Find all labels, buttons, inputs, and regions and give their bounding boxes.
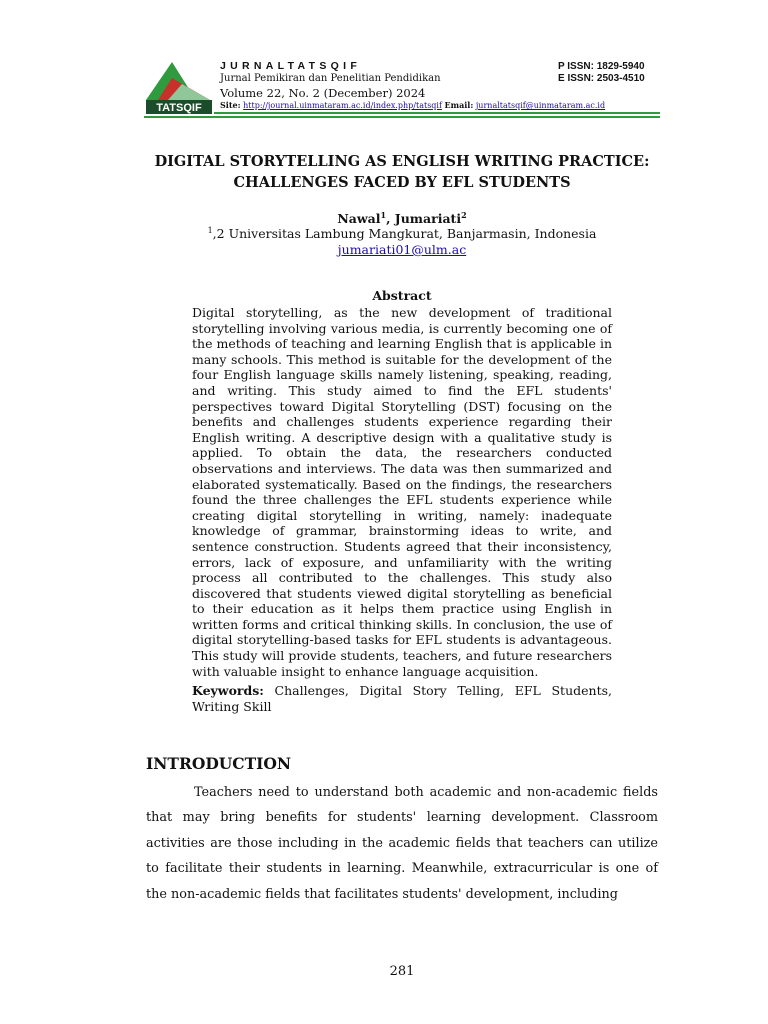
author-separator: , (386, 211, 395, 227)
header-rule-lower (144, 116, 660, 118)
keywords-label: Keywords: (192, 683, 264, 698)
keywords-list: Challenges, Digital Story Telling, EFL Students, Writing Skill (192, 683, 612, 714)
author-2-sup: 2 (461, 210, 467, 220)
journal-email-link[interactable]: jurnaltatsqif@uinmataram.ac.id (475, 101, 606, 110)
journal-name: JURNALTATSQIF (220, 60, 362, 72)
site-link[interactable]: http://journal.uinmataram.ac.id/index.php/tatsqif (243, 101, 442, 110)
author-1-sup: 1 (380, 210, 387, 220)
journal-logo (144, 58, 214, 116)
introduction-heading: INTRODUCTION (146, 754, 292, 773)
paper-title-line-1: DIGITAL STORYTELLING AS ENGLISH WRITING PRACTICE: (154, 153, 650, 170)
author-1: Nawal (337, 211, 381, 227)
print-issn: P ISSN: 1829-5940 (558, 61, 645, 72)
journal-volume: Volume 22, No. 2 (December) 2024 (220, 86, 426, 100)
introduction-paragraph: Teachers need to understand both academic and non-academic fields that may bring benefits for students' learning development. Classroom activities are those including in the academic fields that teachers can utilize to facilitate their students in learning. Meanwhile, extracurricular is one of the non-academic fields that facilitates students' development, including (146, 785, 658, 902)
paper-affiliation (146, 226, 658, 241)
corresponding-email-link[interactable]: jumariati01@ulm.ac (337, 242, 467, 257)
header-rule-upper (214, 112, 660, 114)
logo-text: TATSQIF (156, 102, 202, 114)
abstract-body: Digital storytelling, as the new development of traditional storytelling involving various media, is currently becoming one of the methods of teaching and learning English that is applicable in many schools. This method is suitable for the development of the four English language skills namely listening, speaking, reading, and writing. This study aimed to find the EFL students' perspectives toward Digital Storytelling (DST) focusing on the benefits and challenges students experience regarding their English writing. A descriptive design with a qualitative study is applied. To obtain the data, the researchers conducted observations and interviews. The data was then summarized and elaborated systematically. Based on the findings, the researchers found the three challenges the EFL students experience while creating digital storytelling in writing, namely: inadequate knowledge of grammar, brainstorming ideas to write, and sentence construction. Students agreed that their inconsistency, errors, lack of exposure, and unfamiliarity with the writing process all contributed to the challenges. This study also discovered that students viewed digital storytelling as beneficial to their education as it helps them practice using English in written forms and critical thinking skills. In conclusion, the use of digital storytelling-based tasks for EFL students is advantageous. This study will provide students, teachers, and future researchers with valuable insight to enhance language acquisition. (192, 305, 612, 679)
site-label: Site: (220, 100, 241, 110)
electronic-issn: E ISSN: 2503-4510 (558, 73, 645, 84)
journal-subtitle: Jurnal Pemikiran dan Penelitian Pendidikan (220, 73, 441, 84)
email-label: Email: (444, 100, 474, 110)
affiliation-text: ,2 Universitas Lambung Mangkurat, Banjarmasin, Indonesia (212, 226, 597, 242)
paper-authors (146, 210, 658, 226)
corresponding-email (146, 242, 658, 257)
author-2: Jumariati (394, 211, 462, 227)
paper-title (146, 151, 658, 193)
paper-title-line-2: CHALLENGES FACED BY EFL STUDENTS (233, 174, 571, 191)
affiliation-sup: 1 (207, 226, 213, 235)
abstract-heading: Abstract (372, 288, 432, 303)
journal-site-line (220, 100, 605, 110)
introduction-body (146, 780, 658, 907)
page-number: 281 (389, 964, 415, 979)
keywords (192, 683, 612, 714)
